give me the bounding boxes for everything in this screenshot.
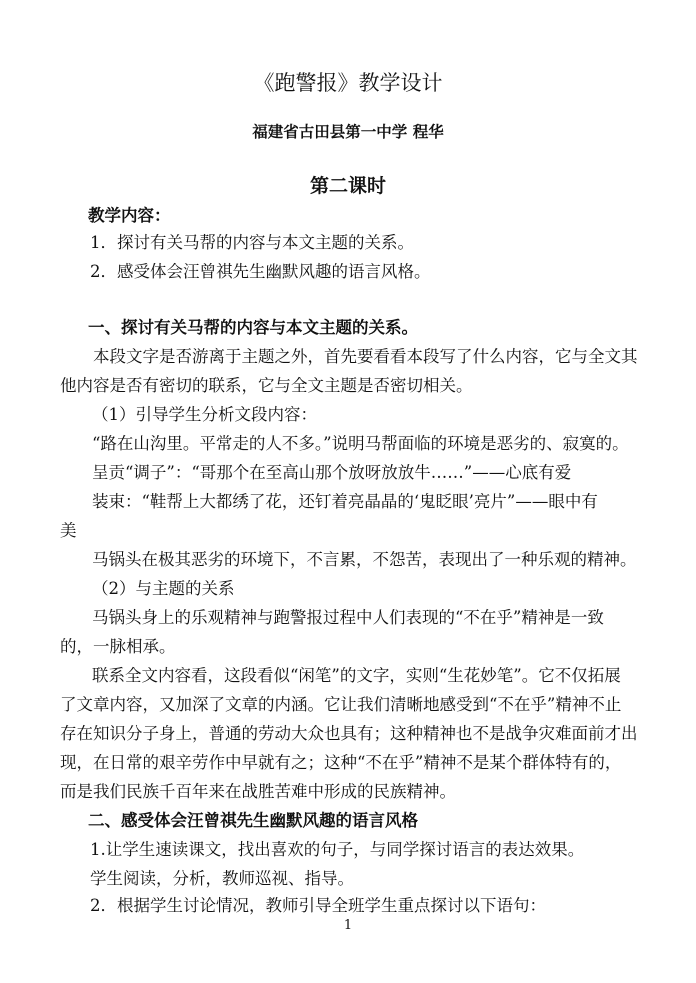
- quote-line: 美: [60, 521, 77, 540]
- quote-line: 装束：“鞋帮上大都绣了花，还钉着亮晶晶的‘鬼眨眼’亮片”——眼中有: [92, 492, 598, 511]
- step-label: （1）引导学生分析文段内容：: [92, 405, 317, 424]
- paragraph-line: 而是我们民族千百年来在战胜苦难中形成的民族精神。: [60, 782, 456, 801]
- paragraph-line: 联系全文内容看，这段看似“闲笔”的文字，实则“生花妙笔”。它不仅拓展: [92, 666, 621, 685]
- lesson-heading: 第二课时: [309, 175, 386, 197]
- paragraph-line: 1.让学生速读课文，找出喜欢的句子，与同学探讨语言的表达效果。: [90, 840, 585, 859]
- section2-heading: 二、感受体会汪曾祺先生幽默风趣的语言风格: [88, 811, 418, 830]
- author-line: 福建省古田县第一中学 程华: [252, 122, 444, 141]
- quote-line: 呈贡“调子”：“哥那个在至高山那个放呀放放牛……”——心底有爱: [92, 463, 572, 482]
- paragraph-line: 的，一脉相承。: [60, 637, 176, 656]
- section1-heading: 一、探讨有关马帮的内容与本文主题的关系。: [88, 318, 418, 337]
- paragraph-line: 马锅头身上的乐观精神与跑警报过程中人们表现的“不在乎”精神是一致: [92, 608, 604, 627]
- paragraph-line: 学生阅读，分析，教师巡视、指导。: [90, 869, 354, 888]
- paragraph-line: 本段文字是否游离于主题之外，首先要看看本段写了什么内容，它与全文其: [93, 347, 638, 366]
- paragraph-line: 现，在日常的艰辛劳作中早就有之；这种“不在乎”精神不是某个群体特有的，: [60, 753, 622, 772]
- step-label: （2）与主题的关系: [92, 579, 235, 598]
- content-item: 2．感受体会汪曾祺先生幽默风趣的语言风格。: [90, 262, 431, 281]
- page-number: 1: [343, 918, 353, 933]
- paragraph-line: 2．根据学生讨论情况，教师引导全班学生重点探讨以下语句：: [90, 896, 546, 915]
- paragraph-line: 存在知识分子身上，普通的劳动大众也具有；这种精神也不是战争灾难面前才出: [60, 724, 638, 743]
- summary-line: 马锅头在极其恶劣的环境下，不言累，不怨苦，表现出了一种乐观的精神。: [92, 550, 637, 569]
- content-item: 1．探讨有关马帮的内容与本文主题的关系。: [90, 233, 414, 252]
- content-heading: 教学内容：: [88, 206, 171, 225]
- document-title: 《跑警报》教学设计: [253, 71, 443, 95]
- paragraph-line: 他内容是否有密切的联系，它与全文主题是否密切相关。: [60, 376, 473, 395]
- quote-line: “路在山沟里。平常走的人不多。”说明马帮面临的环境是恶劣的、寂寞的。: [92, 434, 629, 453]
- paragraph-line: 了文章内容，又加深了文章的内涵。它让我们清晰地感受到“不在乎”精神不止: [60, 695, 622, 714]
